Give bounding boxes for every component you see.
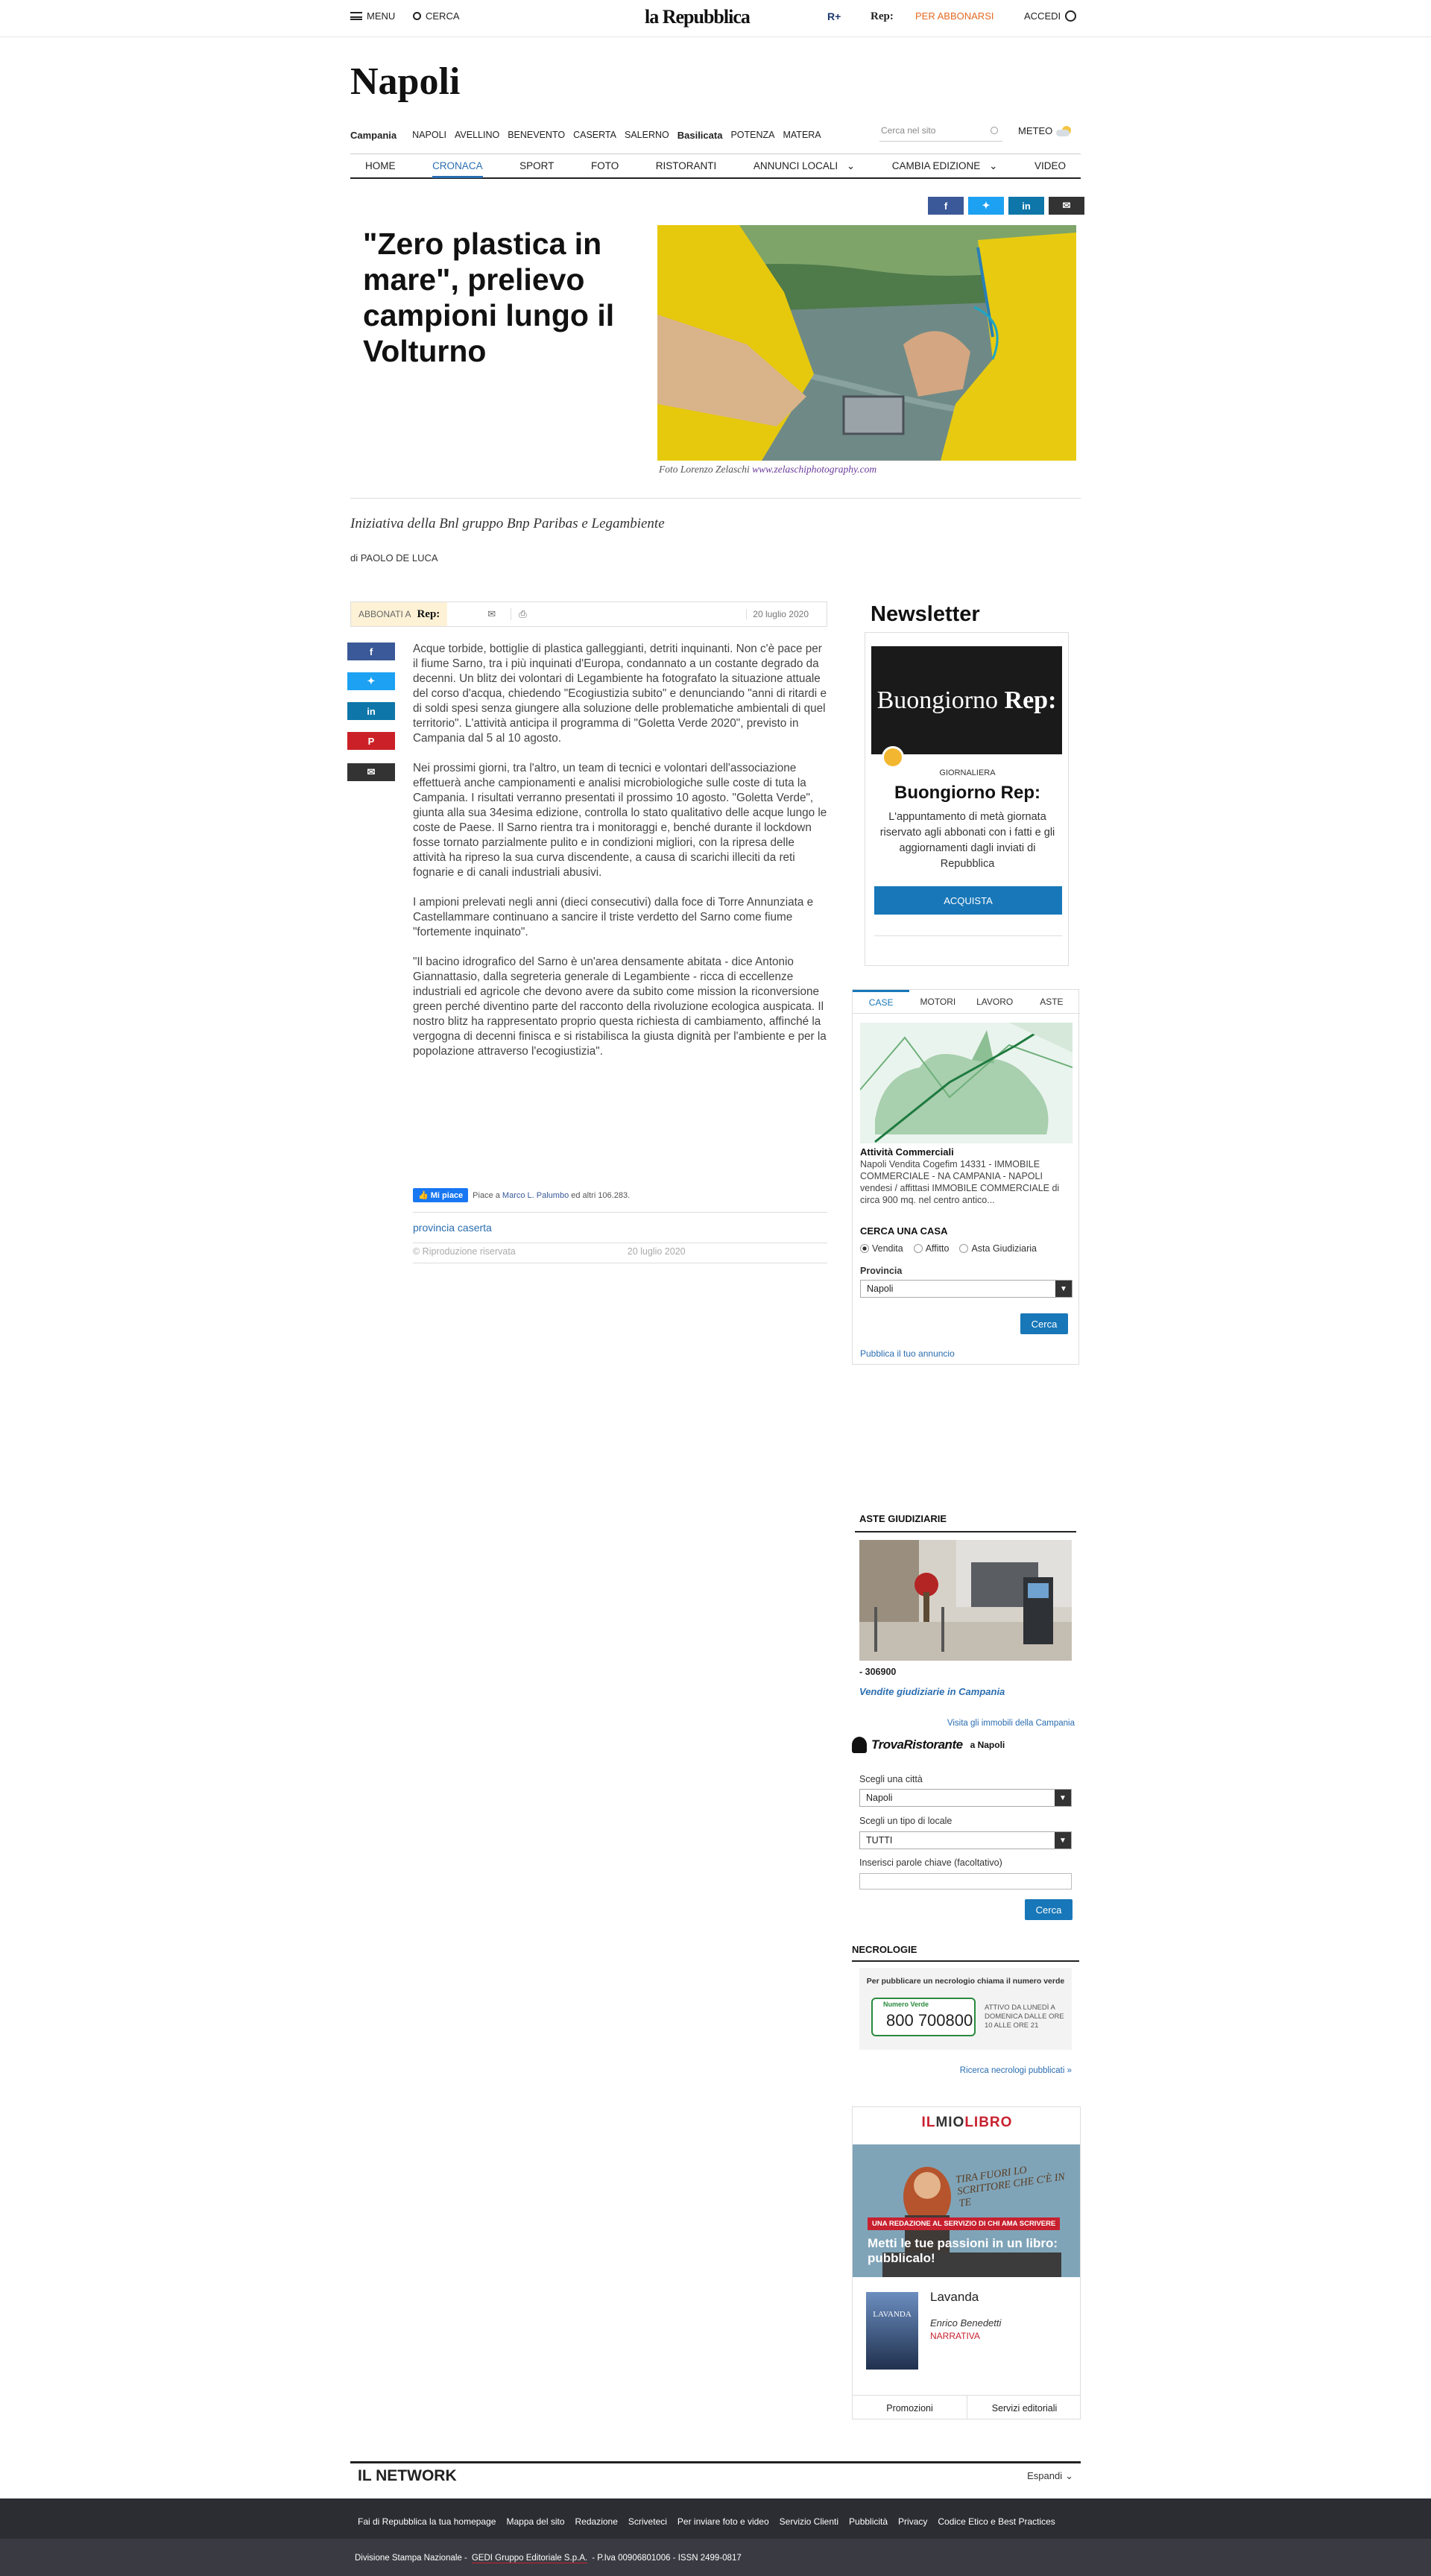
footer-link[interactable]: Fai di Repubblica la tua homepage bbox=[358, 2516, 496, 2527]
newsletter-buy-button[interactable]: ACQUISTA bbox=[874, 886, 1062, 915]
nav-item-home[interactable] bbox=[365, 160, 396, 171]
promo-headline: Metti le tue passioni in un libro: pubblicalo! bbox=[868, 2236, 1058, 2265]
newsletter-name: Buongiorno Rep: bbox=[894, 783, 1040, 803]
listing-title[interactable]: Attività Commerciali bbox=[860, 1146, 954, 1158]
necrologie-title: NECROLOGIE bbox=[852, 1944, 917, 1955]
footer-link[interactable]: Scriveteci bbox=[628, 2516, 667, 2527]
nav-item-label: RISTORANTI bbox=[655, 160, 717, 171]
chevron-down-icon: ⌄ bbox=[844, 160, 856, 171]
article-paragraph: "Il bacino idrografico del Sarno è un'area densamente abitata - dice Antonio Giannattasio, dalla segreteria generale di Legambiente - ricca di eccellenze industriali ed agricole che devono avere da subito come mission la riconversione green perché diventino parte del racconto della rivoluzione ecologica auspicata. Il nostro blitz ha rappresentato proprio questa richiesta di cambiamento, affinché la vergogna di decenni finisca e si ristabilisca la giusta dignità per l'ambiente e per la popolazione attraverso l'ecogiustizia". bbox=[413, 956, 827, 1058]
meteo-label: METEO bbox=[1018, 125, 1053, 136]
share-bar-top bbox=[928, 197, 1084, 215]
facebook-like-bar bbox=[413, 1188, 630, 1202]
city-link[interactable]: NAPOLI bbox=[412, 130, 446, 140]
side-email-button[interactable] bbox=[347, 763, 395, 781]
necrologie-instruction: Per pubblicare un necrologio chiama il numero verde bbox=[866, 1977, 1065, 1986]
type-select[interactable] bbox=[859, 1831, 1072, 1849]
side-linkedin-button[interactable] bbox=[347, 702, 395, 720]
like-suffix: ed altri 106.283. bbox=[569, 1190, 631, 1200]
nav-item-video[interactable] bbox=[1034, 160, 1066, 171]
chevron-down-icon: ▼ bbox=[1055, 1281, 1072, 1297]
ilmiolibro-logo[interactable] bbox=[853, 2115, 1081, 2131]
city-value: Napoli bbox=[866, 1793, 893, 1803]
chevron-down-icon: ▼ bbox=[1055, 1832, 1071, 1849]
tab-case[interactable]: CASE bbox=[853, 990, 909, 1013]
subscribe-rep-link[interactable] bbox=[351, 602, 447, 626]
article-body bbox=[413, 642, 827, 1074]
promozioni-link[interactable]: Promozioni bbox=[853, 2396, 967, 2419]
side-facebook-button[interactable] bbox=[347, 643, 395, 660]
city-link[interactable]: SALERNO bbox=[624, 130, 669, 140]
logo-part: IL bbox=[921, 2115, 936, 2130]
numero-verde: 800 700800 bbox=[886, 2011, 973, 2030]
nav-item-label: CAMBIA EDIZIONE bbox=[891, 160, 981, 171]
ilmiolibro-promo-image[interactable] bbox=[853, 2144, 1081, 2277]
footer-links bbox=[358, 2516, 1055, 2527]
legal-text bbox=[355, 2554, 742, 2563]
nav-item-label: SPORT bbox=[519, 160, 555, 171]
office-interior-image bbox=[859, 1540, 1072, 1661]
mail-icon[interactable]: ✉ bbox=[487, 608, 496, 619]
nav-item-label: HOME bbox=[365, 160, 396, 171]
copyright-text: © Riproduzione riservata bbox=[413, 1246, 516, 1257]
like-text bbox=[473, 1191, 630, 1200]
tab-aste[interactable]: ASTE bbox=[1040, 996, 1064, 1007]
footer-link[interactable]: Mappa del sito bbox=[506, 2516, 565, 2527]
like-friend-link[interactable]: Marco L. Palumbo bbox=[502, 1190, 569, 1200]
province-label: Provincia bbox=[860, 1266, 903, 1276]
nav-item-ristoranti[interactable] bbox=[656, 160, 717, 171]
radio-circle-icon bbox=[959, 1244, 968, 1253]
ilmiolibro-footer bbox=[853, 2395, 1081, 2419]
nav-item-cronaca[interactable] bbox=[432, 160, 483, 178]
city-select[interactable] bbox=[859, 1789, 1072, 1807]
like-button[interactable] bbox=[413, 1188, 468, 1202]
chevron-down-icon: ⌄ bbox=[1065, 2469, 1073, 2481]
facebook-icon: f bbox=[369, 645, 373, 657]
city-link[interactable]: POTENZA bbox=[730, 130, 775, 140]
article-photo[interactable] bbox=[657, 225, 1076, 461]
trovaristorante-logo[interactable]: TrovaRistorante bbox=[871, 1737, 963, 1752]
pinterest-icon: P bbox=[367, 735, 375, 747]
nav-item-label: ANNUNCI LOCALI bbox=[753, 160, 838, 171]
aste-title: ASTE GIUDIZIARIE bbox=[859, 1513, 947, 1524]
nav-item-label: VIDEO bbox=[1034, 160, 1066, 171]
article-paragraph: Acque torbide, bottiglie di plastica galleggianti, detriti inquinanti. Non c'è pace per il fiume Sarno, tra i più inquinati d'Europa, condannato a un costante degrado da decenni. Un blitz dei volontari di Legambiente ha fotografato la situazione attuale del corso d'acqua, chiedendo "Ecogiustizia subito" e denunciando "anni di ritardi e di soldi spesi senza giungere alla soluzione delle problematiche ambientali di quel territorio". L'attività anticipa il programma di "Goletta Verde 2020", previsto in Campania dal 5 al 10 agosto. bbox=[413, 643, 827, 745]
search-label: CERCA bbox=[426, 10, 460, 22]
search-house-title: CERCA UNA CASA bbox=[860, 1225, 948, 1237]
aste-code: - 306900 bbox=[859, 1667, 897, 1677]
aste-campania-link[interactable]: Vendite giudiziarie in Campania bbox=[859, 1686, 1005, 1697]
radio-circle-icon bbox=[860, 1244, 869, 1253]
network-title: IL NETWORK bbox=[358, 2466, 457, 2484]
city-link[interactable]: MATERA bbox=[783, 130, 821, 140]
book-genre: NARRATIVA bbox=[930, 2331, 980, 2341]
keywords-label: Inserisci parole chiave (facoltativo) bbox=[859, 1857, 1002, 1868]
side-pinterest-button[interactable] bbox=[347, 732, 395, 750]
twitter-icon: ✦ bbox=[982, 200, 991, 211]
caption-credit: Foto Lorenzo Zelaschi bbox=[659, 464, 753, 475]
subscribe-link[interactable]: PER ABBONARSI bbox=[915, 10, 994, 22]
main-nav bbox=[350, 154, 1081, 179]
search-icon bbox=[413, 12, 421, 20]
necrologie-search-link[interactable]: Ricerca necrologi pubblicati » bbox=[959, 2066, 1072, 2075]
site-search-input[interactable] bbox=[879, 122, 1002, 142]
province-select[interactable] bbox=[860, 1280, 1073, 1298]
search-button[interactable] bbox=[413, 10, 460, 22]
article-byline: di PAOLO DE LUCA bbox=[350, 552, 438, 564]
nav-item-cambia-edizione[interactable] bbox=[892, 160, 998, 172]
city-label: Scegli una città bbox=[859, 1774, 923, 1784]
region-label[interactable]: Basilicata bbox=[677, 129, 723, 141]
chevron-down-icon: ⌄ bbox=[986, 160, 998, 171]
photographer-link[interactable]: www.zelaschiphotography.com bbox=[752, 464, 877, 475]
copyright-bar bbox=[413, 1246, 827, 1263]
aste-more-link[interactable]: Visita gli immobili della Campania bbox=[947, 1719, 1075, 1728]
top-bar bbox=[0, 0, 1431, 37]
book-cover[interactable] bbox=[866, 2292, 918, 2370]
chef-hat-icon bbox=[852, 1737, 867, 1753]
city-title: Napoli bbox=[350, 60, 461, 103]
menu-label: MENU bbox=[367, 10, 396, 22]
radio-circle-icon bbox=[914, 1244, 923, 1253]
book-cover-title: LAVANDA bbox=[873, 2310, 912, 2319]
rep-brand: Rep: bbox=[417, 607, 440, 620]
divider bbox=[874, 935, 1062, 936]
rhino-illustration bbox=[860, 1023, 1073, 1143]
linkedin-icon: in bbox=[1022, 200, 1031, 212]
listing-image[interactable] bbox=[860, 1023, 1073, 1143]
menu-button[interactable] bbox=[350, 10, 395, 22]
newsletter-image-brand: Rep: bbox=[1004, 686, 1057, 714]
contract-type-radios bbox=[860, 1243, 1037, 1254]
radio-asta-giudiziaria[interactable] bbox=[959, 1243, 1037, 1254]
radio-label: Asta Giudiziaria bbox=[971, 1243, 1037, 1254]
case-tabs bbox=[853, 990, 1080, 1014]
nav-item-label: FOTO bbox=[590, 160, 619, 171]
aste-image[interactable] bbox=[859, 1540, 1072, 1661]
region-label[interactable]: Campania bbox=[350, 129, 397, 141]
footer-link[interactable]: Servizio Clienti bbox=[779, 2516, 839, 2527]
province-value: Napoli bbox=[867, 1284, 894, 1294]
footer-link[interactable]: Pubblicità bbox=[849, 2516, 888, 2527]
newsletter-image-text: Buongiorno bbox=[876, 686, 999, 714]
email-share-button[interactable] bbox=[1049, 197, 1084, 215]
side-twitter-button[interactable] bbox=[347, 672, 395, 690]
article-tag-bar bbox=[413, 1212, 827, 1243]
newsletter-description: L'appuntamento di metà giornata riservato agli abbonati con i fatti e gli aggiornamenti dagli inviati di Repubblica bbox=[879, 811, 1055, 870]
numero-verde-hours: ATTIVO DA LUNEDÌ A DOMENICA DALLE ORE 10 ALLE ORE 21 bbox=[985, 2004, 1064, 2030]
legal-suffix: - P.Iva 00906801006 - ISSN 2499-0817 bbox=[592, 2554, 742, 2563]
radio-vendita[interactable] bbox=[860, 1243, 903, 1254]
nav-item-label: CRONACA bbox=[432, 160, 483, 171]
twitter-share-button[interactable] bbox=[968, 197, 1004, 215]
radio-affitto[interactable] bbox=[914, 1243, 950, 1254]
divider bbox=[852, 1960, 1079, 1962]
publish-ad-link[interactable]: Pubblica il tuo annuncio bbox=[860, 1348, 955, 1359]
listing-description: Napoli Vendita Cogefim 14331 - IMMOBILE COMMERCIALE - NA CAMPANIA - NAPOLI vendesi / affittasi IMMOBILE COMMERCIALE di circa 900 mq. nel centro antico... bbox=[860, 1159, 1060, 1205]
case-widget bbox=[852, 989, 1079, 1365]
case-search-button[interactable]: Cerca bbox=[1020, 1313, 1068, 1334]
city-link[interactable]: BENEVENTO bbox=[508, 130, 566, 140]
ilmiolibro-widget bbox=[852, 2106, 1081, 2419]
euro-badge-icon bbox=[882, 746, 904, 768]
facebook-share-button[interactable] bbox=[928, 197, 964, 215]
footer-legal-bar bbox=[0, 2539, 1431, 2576]
article-headline: "Zero plastica in mare", prelievo campioni lungo il Volturno bbox=[363, 227, 615, 368]
promo-banner: UNA REDAZIONE AL SERVIZIO DI CHI AMA SCRIVERE bbox=[868, 2217, 1060, 2230]
newsletter-frequency: GIORNALIERA bbox=[939, 768, 996, 777]
login-button[interactable] bbox=[1024, 10, 1076, 22]
book-author: Enrico Benedetti bbox=[930, 2317, 1002, 2329]
nav-item-foto[interactable] bbox=[591, 160, 619, 171]
subscribe-bar bbox=[350, 602, 827, 627]
city-link[interactable]: CASERTA bbox=[573, 130, 616, 140]
tag-link[interactable]: provincia caserta bbox=[413, 1222, 492, 1234]
promo-balloon-text: TIRA FUORI LO SCRITTORE CHE C'È IN TE bbox=[955, 2165, 1066, 2210]
book-title[interactable]: Lavanda bbox=[930, 2290, 979, 2304]
logo-part: LIBRO bbox=[964, 2115, 1013, 2130]
aste-widget bbox=[852, 1504, 1079, 1746]
linkedin-icon: in bbox=[367, 705, 376, 717]
radio-label: Affitto bbox=[925, 1243, 950, 1254]
mail-icon: ✉ bbox=[1062, 200, 1071, 211]
linkedin-share-button[interactable] bbox=[1008, 197, 1044, 215]
tab-motori[interactable]: MOTORI bbox=[920, 996, 956, 1007]
footer-link[interactable]: Codice Etico e Best Practices bbox=[938, 2516, 1055, 2527]
restaurant-search-button[interactable]: Cerca bbox=[1025, 1899, 1073, 1920]
twitter-icon: ✦ bbox=[367, 675, 376, 686]
trovaristorante-city: a Napoli bbox=[970, 1740, 1005, 1750]
keywords-input[interactable] bbox=[859, 1873, 1072, 1890]
article-date: 20 luglio 2020 bbox=[746, 609, 827, 619]
article-paragraph: I ampioni prelevati negli anni (dieci consecutivi) dalla foce di Torre Annunziata e Castellammare continuano a sancire il triste verdetto del Sarno come fiume "fortemente inquinato". bbox=[413, 896, 814, 938]
search-icon bbox=[991, 127, 998, 134]
footer-link[interactable]: Privacy bbox=[898, 2516, 928, 2527]
hamburger-icon bbox=[350, 12, 362, 20]
copyright-date: 20 luglio 2020 bbox=[627, 1246, 686, 1257]
expand-label: Espandi bbox=[1027, 2470, 1063, 2481]
newsletter-title: Newsletter bbox=[871, 602, 980, 626]
rep-link[interactable]: Rep: bbox=[871, 10, 894, 22]
search-placeholder: Cerca nel sito bbox=[881, 125, 936, 136]
chevron-down-icon: ▼ bbox=[1055, 1790, 1071, 1806]
like-label: Mi piace bbox=[430, 1191, 464, 1200]
gedi-link[interactable]: GEDI Gruppo Editoriale S.p.A. bbox=[471, 2554, 588, 2563]
rplus-link[interactable]: R+ bbox=[827, 10, 841, 22]
numero-verde-label: Numero Verde bbox=[883, 2001, 929, 2008]
thumbs-up-icon: 👍 bbox=[418, 1191, 429, 1200]
radio-label: Vendita bbox=[872, 1243, 903, 1254]
article-subtitle: Iniziativa della Bnl gruppo Bnp Paribas e Legambiente bbox=[350, 516, 665, 531]
photo-caption bbox=[659, 464, 876, 476]
site-logo[interactable]: la Repubblica bbox=[645, 6, 750, 28]
print-icon[interactable]: ⎙ bbox=[511, 608, 526, 620]
tab-lavoro[interactable]: LAVORO bbox=[976, 996, 1014, 1007]
login-label: ACCEDI bbox=[1024, 10, 1061, 22]
nav-item-annunci-locali[interactable] bbox=[754, 160, 855, 172]
servizi-editoriali-link[interactable]: Servizi editoriali bbox=[991, 2402, 1058, 2414]
newsletter-card bbox=[865, 632, 1069, 966]
divider bbox=[855, 1531, 1076, 1532]
river-sampling-image bbox=[657, 225, 1076, 461]
weather-icon bbox=[1056, 126, 1073, 136]
city-link[interactable]: AVELLINO bbox=[455, 130, 500, 140]
mail-icon: ✉ bbox=[367, 766, 376, 777]
numero-verde-box bbox=[871, 1998, 976, 2036]
user-icon bbox=[1065, 10, 1076, 22]
legal-prefix: Divisione Stampa Nazionale - bbox=[355, 2554, 467, 2563]
like-prefix: Piace a bbox=[473, 1190, 502, 1200]
divider bbox=[350, 498, 1081, 499]
nav-item-sport[interactable] bbox=[519, 160, 554, 171]
necrologie-phone-card[interactable] bbox=[859, 1968, 1072, 2050]
article-paragraph: Nei prossimi giorni, tra l'altro, un team di tecnici e volontari dell'associazione effettuerà anche campionamenti e analisi microbiologiche sulle coste di tuta la Campania. I risultati verranno presentati il prossimo 10 agosto. "Goletta Verde", giunta alla sua 34esima edizione, controlla lo stato qualitativo delle acque lungo le coste de Paese. Il Sarno rientra tra i monitoraggi e, benché durante il lockdown fosse tornato parzialmente pulito e in condizioni migliori, con la ripresa delle attività ha ripreso la sua curva discendente, a causa di scarichi illeciti da reti fognarie e di canali industriali abusivi. bbox=[413, 762, 827, 879]
facebook-icon: f bbox=[944, 200, 948, 212]
expand-network-button[interactable] bbox=[1027, 2470, 1073, 2482]
subscribe-label: ABBONATI A bbox=[358, 609, 411, 619]
type-label: Scegli un tipo di locale bbox=[859, 1816, 953, 1826]
type-value: TUTTI bbox=[866, 1835, 893, 1846]
trovaristorante-header bbox=[852, 1737, 1005, 1753]
meteo-link[interactable] bbox=[1018, 125, 1073, 136]
footer-link[interactable]: Redazione bbox=[575, 2516, 618, 2527]
newsletter-image[interactable] bbox=[871, 646, 1062, 754]
footer-link[interactable]: Per inviare foto e video bbox=[677, 2516, 769, 2527]
network-bar bbox=[350, 2461, 1081, 2488]
logo-part: MIO bbox=[935, 2115, 965, 2130]
